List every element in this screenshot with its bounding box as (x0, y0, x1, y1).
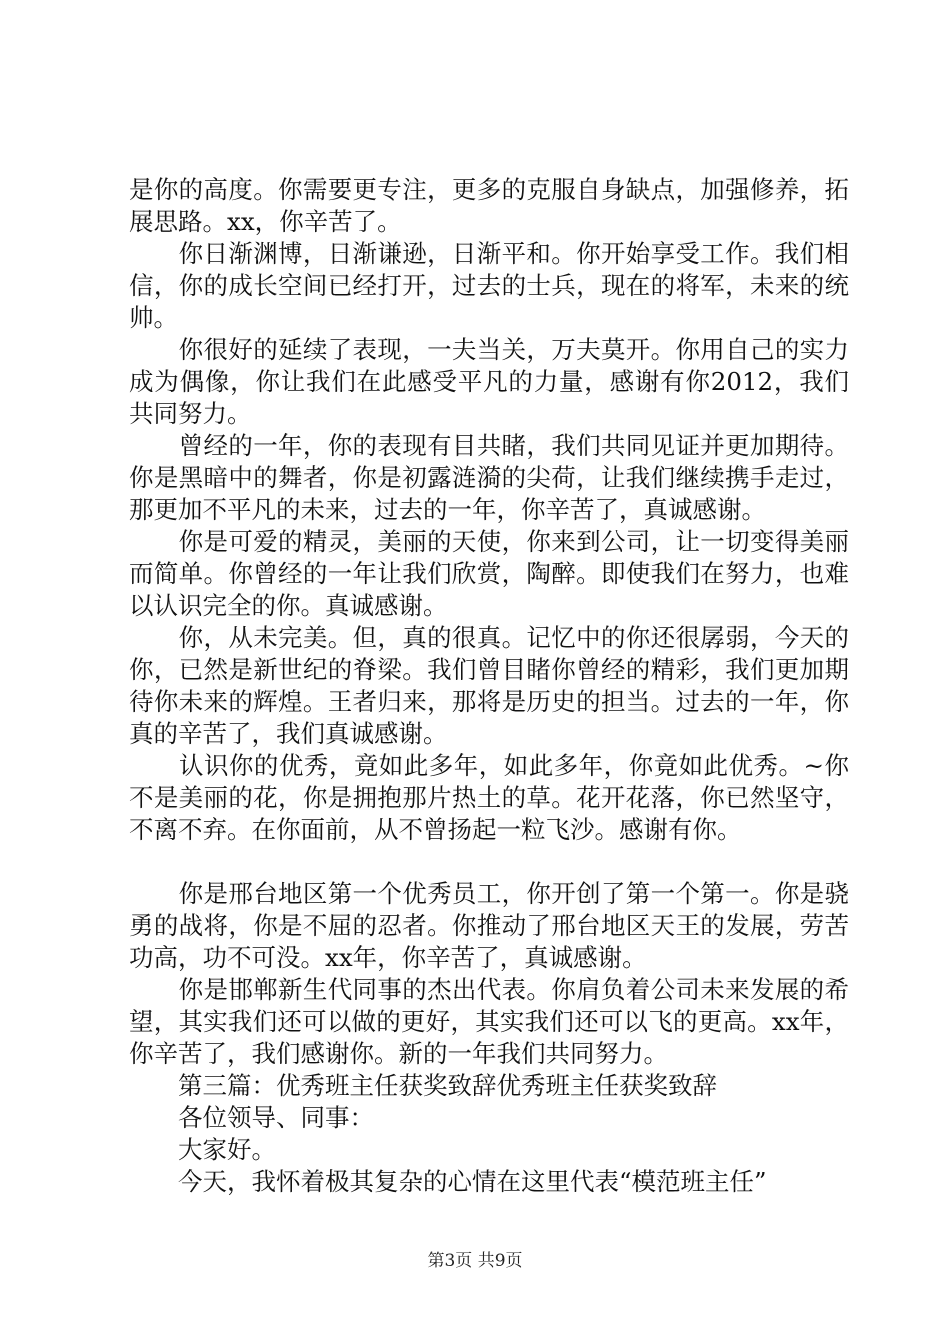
salutation: 各位领导、同事： (129, 1103, 374, 1132)
paragraph-5: 你是可爱的精灵，美丽的天使，你来到公司，让一切变得美丽而简单。你曾经的一年让我们欣赏，陶醉。即使我们在努力，也难以认识完全的你。真诚感谢。 (129, 527, 849, 620)
paragraph-3: 你很好的延续了表现，一夫当关，万夫莫开。你用自己的实力成为偶像，你让我们在此感受平凡的力量，感谢有你2012，我们共同努力。 (129, 335, 849, 428)
blank-line (129, 846, 849, 878)
body-text (129, 174, 849, 1198)
section-heading: 第三篇：优秀班主任获奖致辞优秀班主任获奖致辞 (129, 1071, 717, 1100)
paragraph-10: 今天，我怀着极其复杂的心情在这里代表“模范班主任” (129, 1167, 767, 1196)
greeting: 大家好。 (129, 1135, 276, 1164)
paragraph-9: 你是邯郸新生代同事的杰出代表。你肩负着公司未来发展的希望，其实我们还可以做的更好，其实我们还可以飞的更高。xx年，你辛苦了，我们感谢你。新的一年我们共同努力。 (129, 975, 849, 1068)
paragraph-1: 是你的高度。你需要更专注，更多的克服自身缺点，加强修养，拓展思路。xx，你辛苦了。 (129, 175, 849, 236)
paragraph-6: 你，从未完美。但，真的很真。记忆中的你还很孱弱，今天的你，已然是新世纪的脊梁。我们曾目睹你曾经的精彩，我们更加期待你未来的辉煌。王者归来，那将是历史的担当。过去的一年，你真的辛苦了，我们真诚感谢。 (129, 623, 849, 748)
paragraph-2: 你日渐渊博，日渐谦逊，日渐平和。你开始享受工作。我们相信，你的成长空间已经打开，过去的士兵，现在的将军，未来的统帅。 (129, 239, 849, 332)
paragraph-8: 你是邢台地区第一个优秀员工，你开创了第一个第一。你是骁勇的战将，你是不屈的忍者。你推动了邢台地区天王的发展，劳苦功高，功不可没。xx年，你辛苦了，真诚感谢。 (129, 879, 849, 972)
paragraph-7: 认识你的优秀，竟如此多年，如此多年，你竟如此优秀。~你不是美丽的花，你是拥抱那片热土的草。花开花落，你已然坚守，不离不弃。在你面前，从不曾扬起一粒飞沙。感谢有你。 (129, 751, 849, 844)
page-footer: 第3页 共9页 (427, 1251, 523, 1271)
paragraph-4: 曾经的一年，你的表现有目共睹，我们共同见证并更加期待。你是黑暗中的舞者，你是初露涟漪的尖荷，让我们继续携手走过，那更加不平凡的未来，过去的一年，你辛苦了，真诚感谢。 (129, 431, 849, 524)
